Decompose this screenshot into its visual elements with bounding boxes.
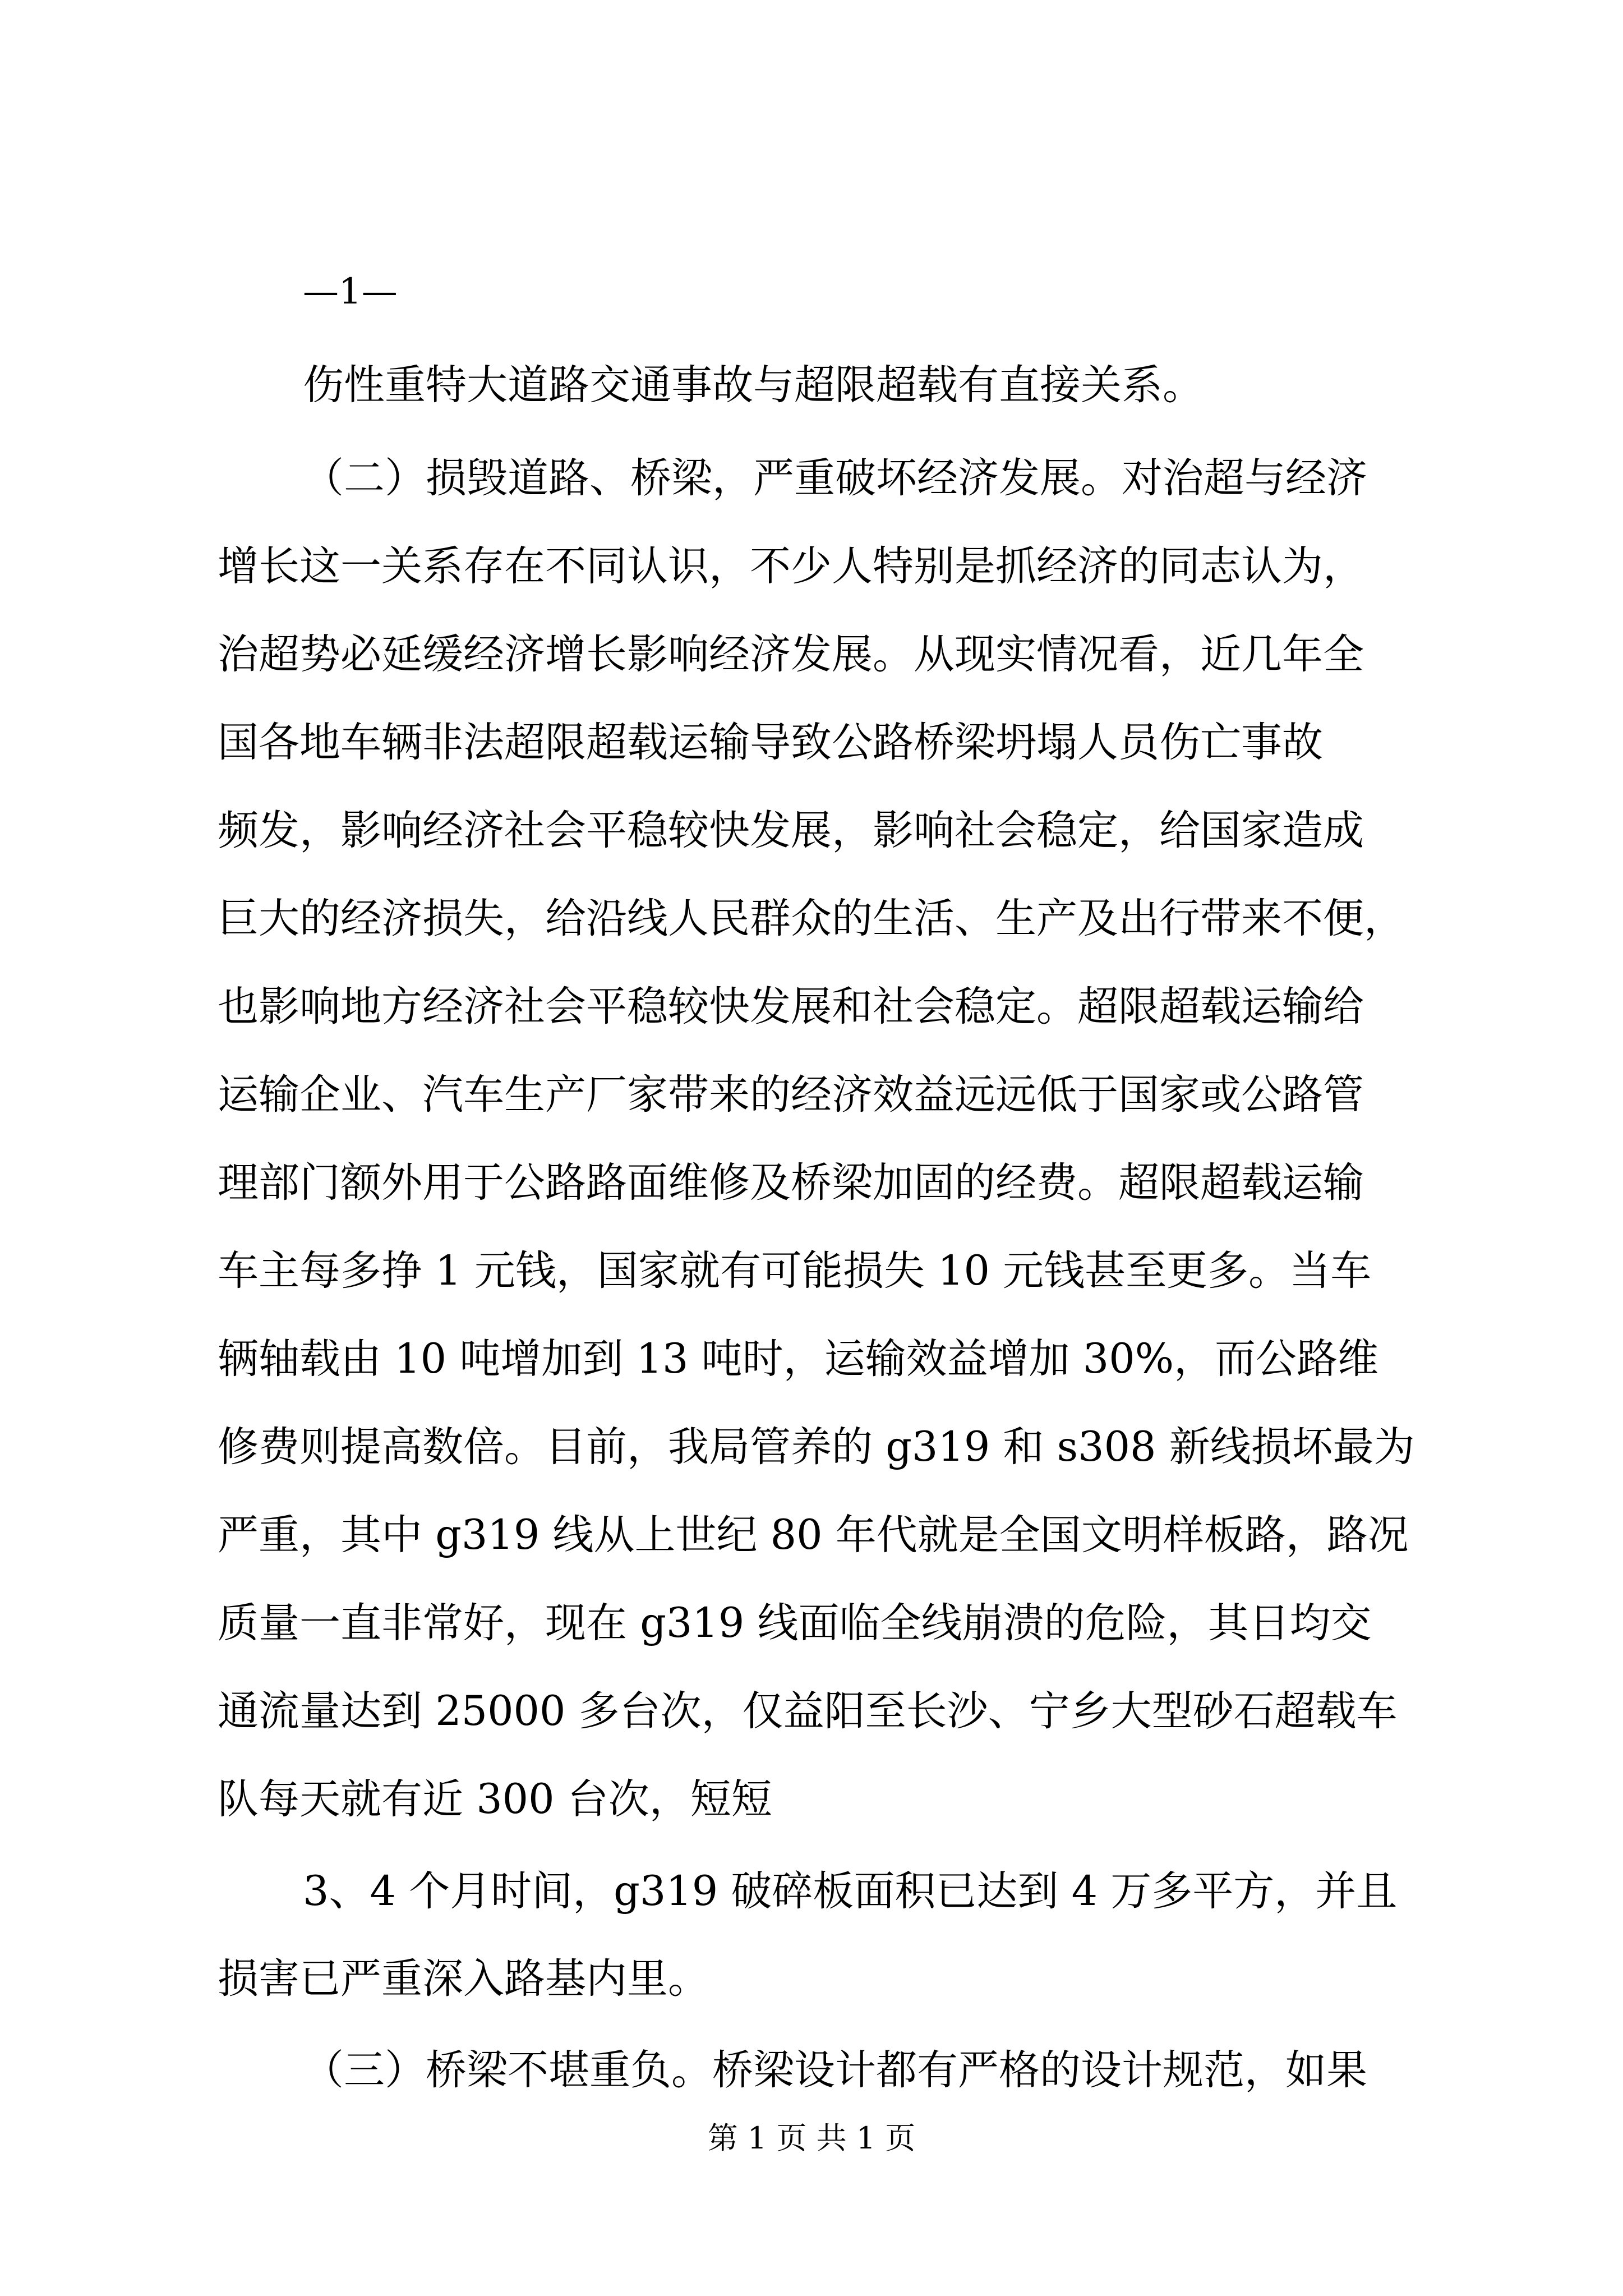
- text-line-7: 巨大的经济损失，给沿线人民群众的生活、生产及出行带来不便，: [218, 895, 1405, 942]
- text-line-18: 3、4 个月时间，g319 破碎板面积已达到 4 万多平方，并且: [303, 1867, 1398, 1915]
- text-line-8: 也影响地方经济社会平稳较快发展和社会稳定。超限超载运输给: [218, 983, 1364, 1030]
- page-marker: —1—: [303, 271, 398, 312]
- text-line-9: 运输企业、汽车生产厂家带来的经济效益远远低于国家或公路管: [218, 1071, 1364, 1119]
- text-line-17: 队每天就有近 300 台次，短短: [218, 1775, 772, 1823]
- text-line-13: 修费则提高数倍。目前，我局管养的 g319 和 s308 新线损坏最为: [218, 1423, 1415, 1471]
- text-line-16: 通流量达到 25000 多台次，仅益阳至长沙、宁乡大型砂石超载车: [218, 1687, 1398, 1735]
- text-line-10: 理部门额外用于公路路面维修及桥梁加固的经费。超限超载运输: [218, 1159, 1364, 1207]
- text-line-5: 国各地车辆非法超限超载运输导致公路桥梁坍塌人员伤亡事故: [218, 719, 1323, 766]
- text-line-15: 质量一直非常好，现在 g319 线面临全线崩溃的危险，其日均交: [218, 1599, 1372, 1647]
- text-line-20: （三）桥梁不堪重负。桥梁设计都有严格的设计规范，如果: [303, 2046, 1367, 2094]
- text-line-19: 损害已严重深入路基内里。: [218, 1955, 709, 2003]
- text-line-11: 车主每多挣 1 元钱，国家就有可能损失 10 元钱甚至更多。当车: [218, 1247, 1372, 1295]
- text-line-12: 辆轴载由 10 吨增加到 13 吨时，运输效益增加 30%，而公路维: [218, 1335, 1379, 1383]
- text-line-14: 严重，其中 g319 线从上世纪 80 年代就是全国文明样板路，路况: [218, 1511, 1409, 1559]
- text-line-6: 频发，影响经济社会平稳较快发展，影响社会稳定，给国家造成: [218, 807, 1364, 854]
- page-footer: 第 1 页 共 1 页: [707, 2120, 916, 2156]
- text-line-2: （二）损毁道路、桥梁，严重破坏经济发展。对治超与经济: [303, 454, 1367, 502]
- text-line-4: 治超势必延缓经济增长影响经济发展。从现实情况看，近几年全: [218, 631, 1364, 678]
- text-line-1: 伤性重特大道路交通事故与超限超载有直接关系。: [303, 361, 1204, 409]
- text-line-3: 增长这一关系存在不同认识，不少人特别是抓经济的同志认为，: [218, 542, 1364, 590]
